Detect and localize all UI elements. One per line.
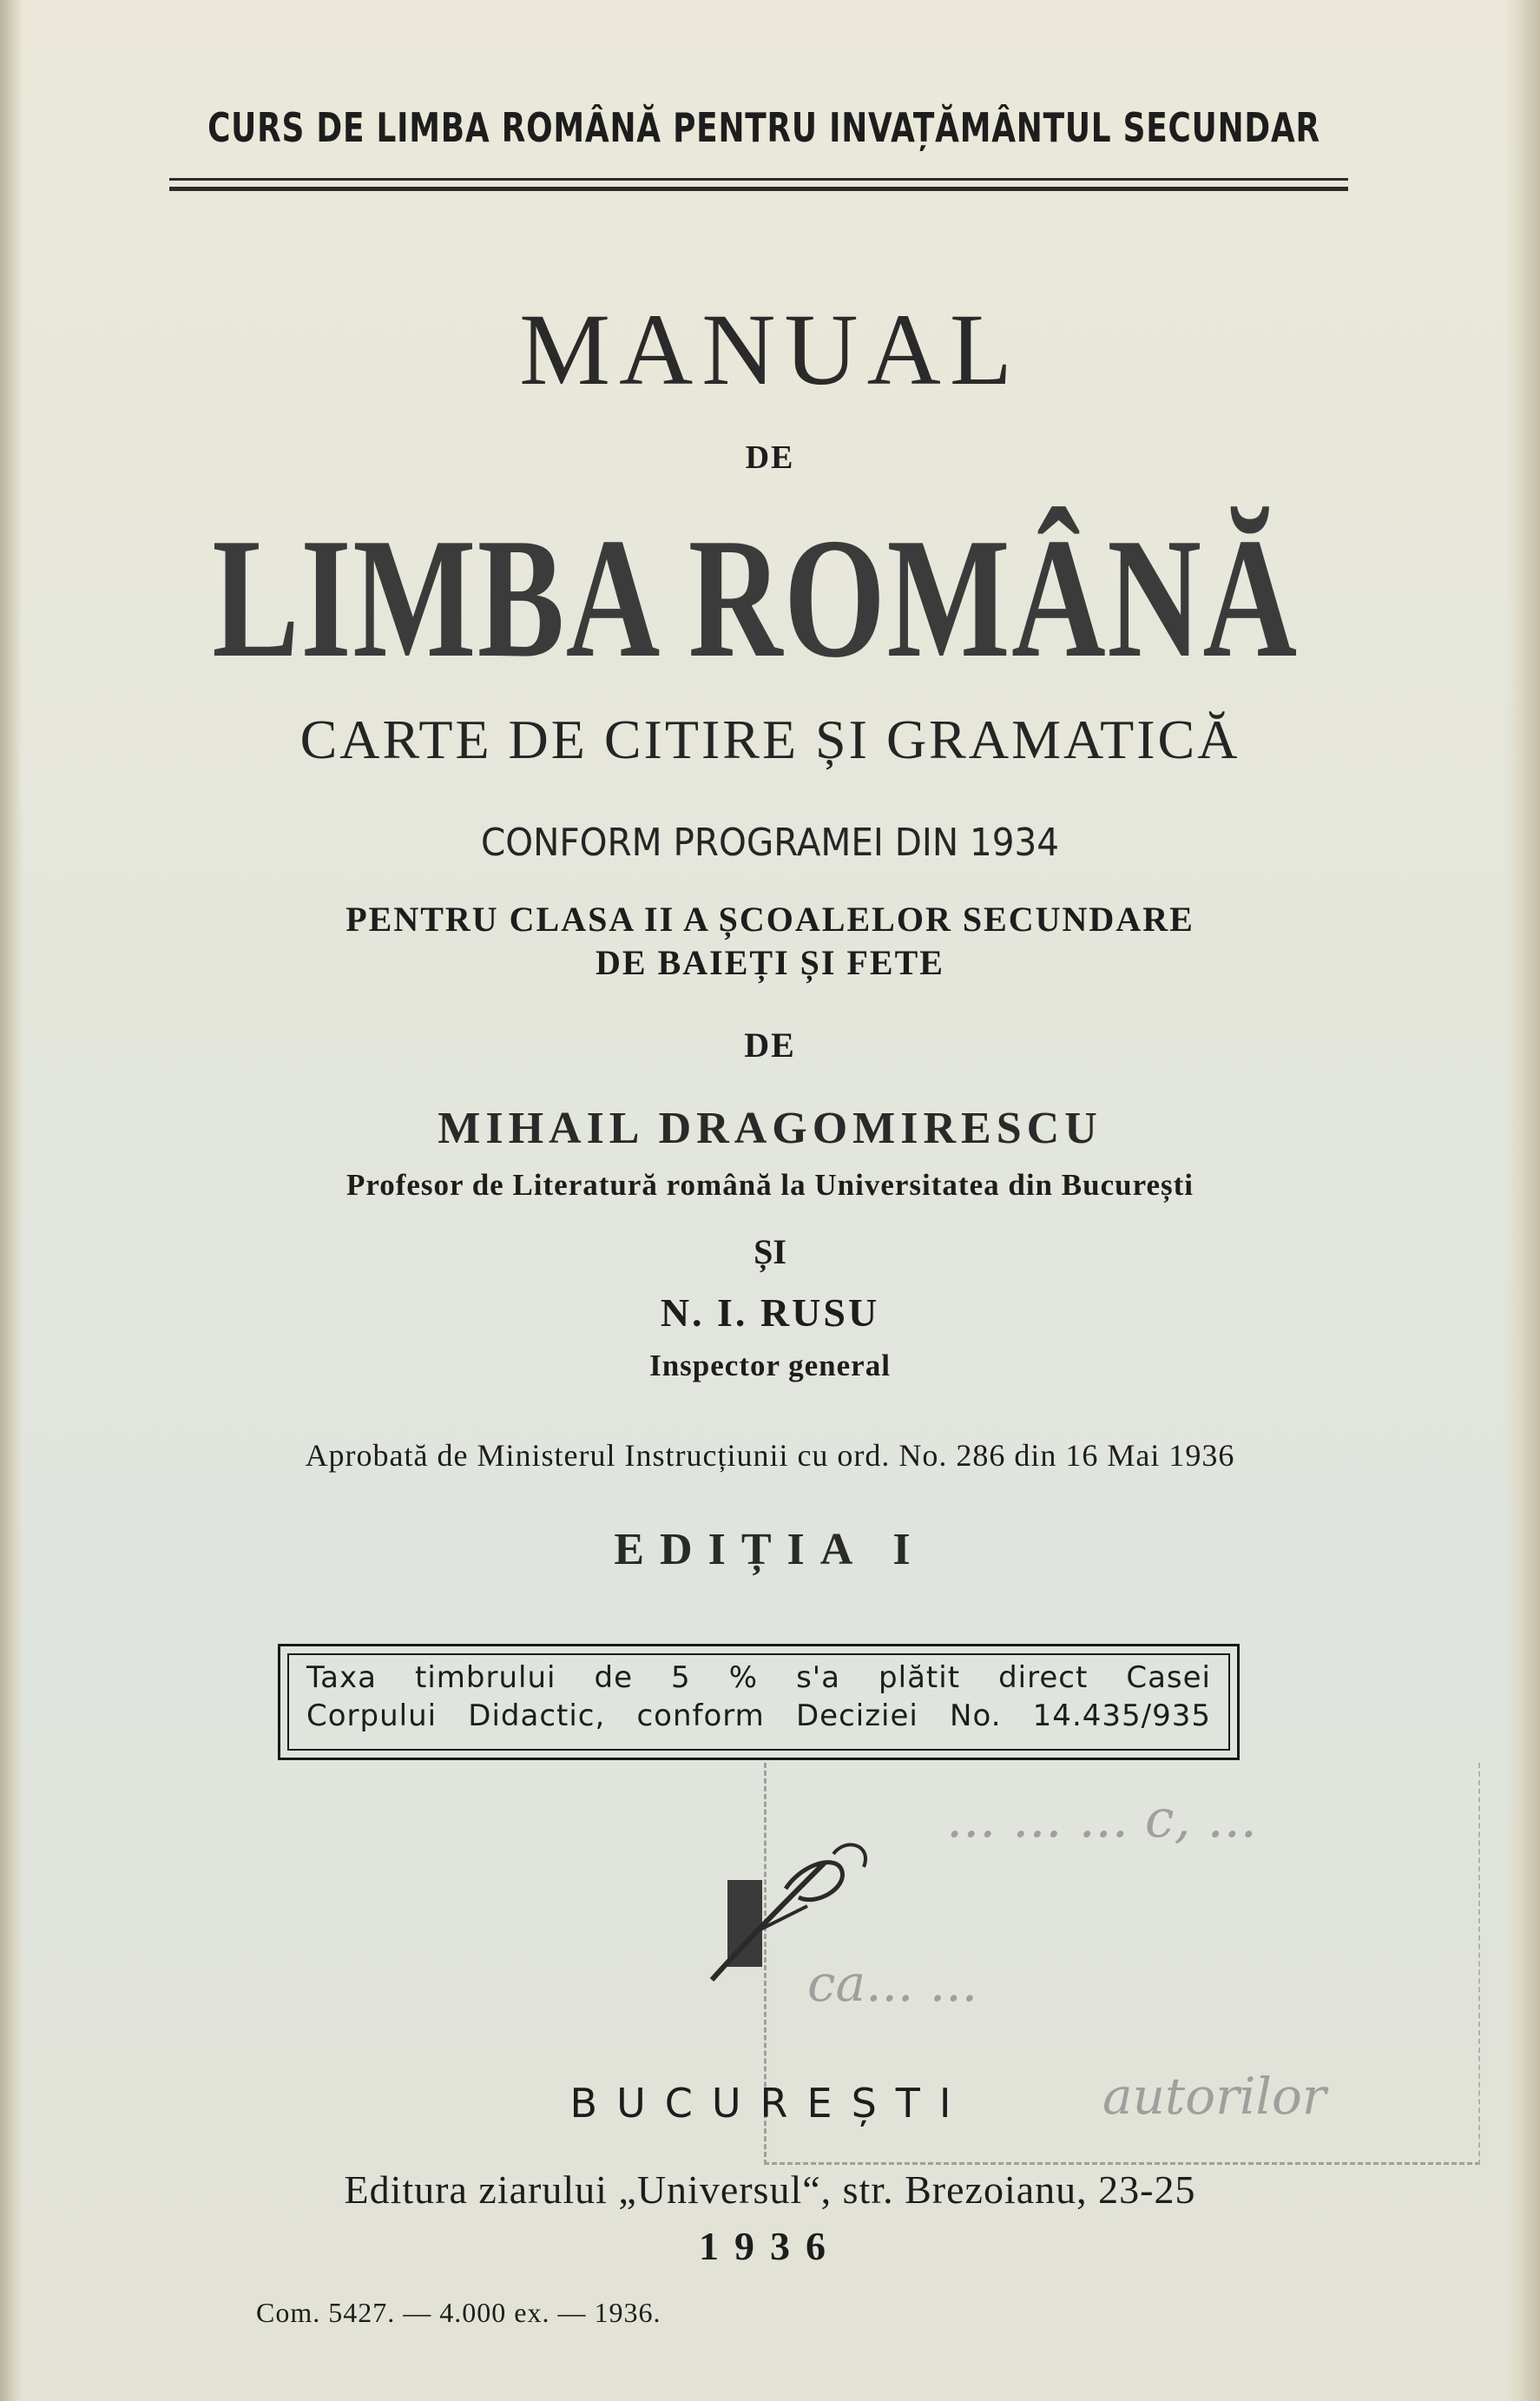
series-heading: CURS DE LIMBA ROMÂNĂ PENTRU INVAȚĂMÂNTUL SECUNDAR [207, 104, 1320, 151]
by-label: DE [744, 1026, 796, 1065]
header-rule-thin [169, 178, 1348, 181]
author-1-title: Profesor de Literatură română la Universitatea din București [346, 1168, 1194, 1202]
print-run-info: Com. 5427. — 4.000 ex. — 1936. [256, 2297, 661, 2328]
author-2-name: N. I. RUSU [660, 1290, 880, 1335]
approval-line: Aprobată de Ministerul Instrucțiunii cu ord. No. 286 din 16 Mai 1936 [305, 1438, 1235, 1473]
imprint-publisher: Editura ziarului „Universul“, str. Brezoianu, 23-25 [344, 2167, 1196, 2212]
tax-notice-line-1: Taxa timbrului de 5 % s'a plătit direct Casei [306, 1660, 1211, 1695]
edition-label: EDIȚIA I [614, 1525, 926, 1574]
class-line-1: PENTRU CLASA II A ȘCOALELOR SECUNDARE [346, 900, 1194, 939]
tax-notice-box [278, 1644, 1240, 1760]
subtitle: CARTE DE CITIRE ȘI GRAMATICĂ [299, 709, 1241, 770]
stamp-text-3: autorilor [1102, 2067, 1326, 2126]
title-manual: MANUAL [519, 293, 1021, 406]
author-1-name: MIHAIL DRAGOMIRESCU [438, 1104, 1102, 1153]
stamp-text-2: ca... ... [807, 1954, 978, 2013]
publisher-logo-icon [694, 1837, 903, 2010]
imprint-city: BUCUREȘTI [569, 2080, 971, 2127]
program-line: CONFORM PROGRAMEI DIN 1934 [480, 821, 1059, 865]
and-label: ȘI [754, 1232, 786, 1271]
title-de: DE [745, 439, 795, 476]
author-2-title: Inspector general [649, 1349, 891, 1382]
imprint-year: 1936 [699, 2224, 841, 2268]
header-rule-thick [169, 187, 1348, 191]
stamp-text-1: ... ... ... c, ... [946, 1789, 1257, 1850]
main-title: LIMBA ROMÂNĂ [212, 503, 1299, 693]
tax-notice-line-2: Corpului Didactic, conform Deciziei No. 14.435/935 [306, 1699, 1211, 1733]
class-line-2: DE BAIEȚI ȘI FETE [596, 943, 944, 982]
